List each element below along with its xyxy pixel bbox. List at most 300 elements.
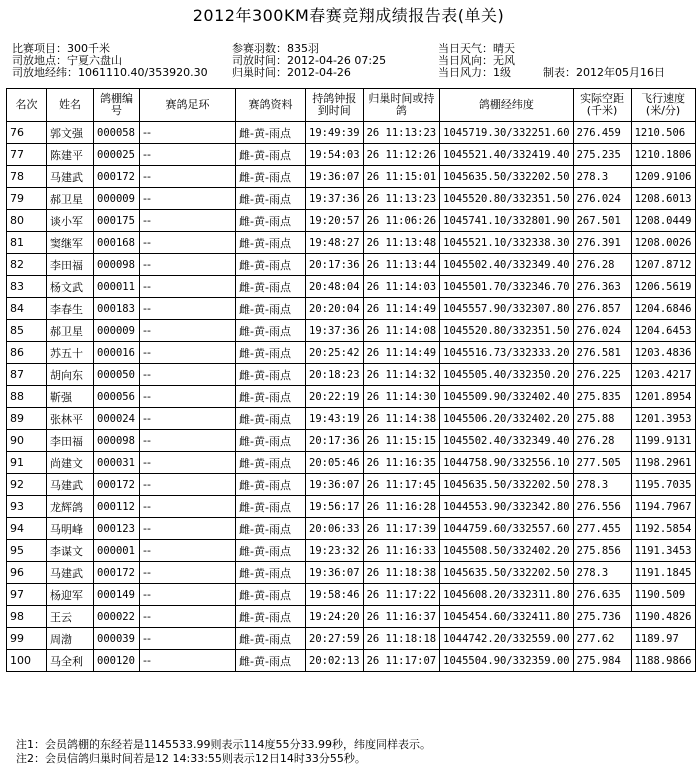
info-item: 当日风向：无风 [438, 54, 515, 67]
cell-name: 杨迎军 [47, 584, 94, 606]
cell-clock-time: 19:48:27 [306, 232, 364, 254]
cell-clock-time: 19:24:20 [306, 606, 364, 628]
cell-distance: 276.28 [573, 430, 631, 452]
cell-arrival: 26 11:14:38 [363, 408, 440, 430]
info-item: 司放地经纬：1061110.40/353920.30 [12, 66, 208, 79]
col-header-loft-no: 鸽棚编号 [94, 89, 140, 122]
cell-arrival: 26 11:15:01 [363, 166, 440, 188]
cell-coords: 1045635.50/332202.50 [440, 474, 573, 496]
cell-name: 窦继军 [47, 232, 94, 254]
cell-name: 李田福 [47, 254, 94, 276]
cell-ring: -- [140, 386, 236, 408]
cell-arrival: 26 11:14:49 [363, 342, 440, 364]
cell-distance: 278.3 [573, 166, 631, 188]
cell-loft-no: 000056 [94, 386, 140, 408]
col-header-bird-info: 赛鸽资料 [236, 89, 306, 122]
cell-arrival: 26 11:14:49 [363, 298, 440, 320]
table-row [7, 364, 696, 386]
cell-speed: 1199.9131 [631, 430, 695, 452]
cell-speed: 1203.4217 [631, 364, 695, 386]
cell-rank: 81 [7, 232, 47, 254]
table-row [7, 496, 696, 518]
info-item: 当日天气：晴天 [438, 42, 515, 55]
report-title: 2012年300KM春赛竞翔成绩报告表(单关) [192, 6, 505, 25]
cell-bird-info: 雌-黄-雨点 [236, 188, 306, 210]
cell-coords: 1044759.60/332557.60 [440, 518, 573, 540]
cell-bird-info: 雌-黄-雨点 [236, 232, 306, 254]
cell-loft-no: 000025 [94, 144, 140, 166]
cell-coords: 1045557.90/332307.80 [440, 298, 573, 320]
cell-arrival: 26 11:18:38 [363, 562, 440, 584]
cell-name: 龙辉鸽 [47, 496, 94, 518]
cell-rank: 78 [7, 166, 47, 188]
cell-ring: -- [140, 584, 236, 606]
cell-distance: 275.835 [573, 386, 631, 408]
cell-loft-no: 000058 [94, 122, 140, 144]
table-body [7, 122, 696, 672]
cell-speed: 1210.1806 [631, 144, 695, 166]
cell-ring: -- [140, 518, 236, 540]
cell-speed: 1190.509 [631, 584, 695, 606]
cell-clock-time: 20:17:36 [306, 254, 364, 276]
cell-arrival: 26 11:13:23 [363, 122, 440, 144]
cell-loft-no: 000098 [94, 430, 140, 452]
cell-rank: 98 [7, 606, 47, 628]
cell-speed: 1191.1845 [631, 562, 695, 584]
cell-coords: 1045521.40/332419.40 [440, 144, 573, 166]
cell-ring: -- [140, 628, 236, 650]
cell-name: 马建武 [47, 562, 94, 584]
cell-speed: 1208.0449 [631, 210, 695, 232]
cell-distance: 275.736 [573, 606, 631, 628]
cell-name: 杨文武 [47, 276, 94, 298]
cell-ring: -- [140, 606, 236, 628]
cell-clock-time: 19:36:07 [306, 474, 364, 496]
cell-loft-no: 000172 [94, 562, 140, 584]
cell-bird-info: 雌-黄-雨点 [236, 210, 306, 232]
cell-name: 胡向东 [47, 364, 94, 386]
cell-coords: 1045501.70/332346.70 [440, 276, 573, 298]
cell-loft-no: 000050 [94, 364, 140, 386]
cell-coords: 1045509.90/332402.40 [440, 386, 573, 408]
table-row [7, 650, 696, 672]
cell-clock-time: 20:02:13 [306, 650, 364, 672]
cell-clock-time: 20:17:36 [306, 430, 364, 452]
cell-arrival: 26 11:06:26 [363, 210, 440, 232]
cell-distance: 276.28 [573, 254, 631, 276]
cell-arrival: 26 11:16:37 [363, 606, 440, 628]
cell-coords: 1045635.50/332202.50 [440, 562, 573, 584]
cell-name: 尚建文 [47, 452, 94, 474]
cell-name: 李春生 [47, 298, 94, 320]
cell-rank: 85 [7, 320, 47, 342]
cell-distance: 276.459 [573, 122, 631, 144]
table-row [7, 254, 696, 276]
cell-rank: 89 [7, 408, 47, 430]
cell-coords: 1045505.40/332350.20 [440, 364, 573, 386]
cell-loft-no: 000016 [94, 342, 140, 364]
cell-rank: 97 [7, 584, 47, 606]
cell-ring: -- [140, 408, 236, 430]
table-row [7, 430, 696, 452]
cell-loft-no: 000168 [94, 232, 140, 254]
cell-coords: 1045608.20/332311.80 [440, 584, 573, 606]
col-header-ring: 赛鸽足环 [140, 89, 236, 122]
cell-coords: 1045520.80/332351.50 [440, 188, 573, 210]
cell-name: 谈小军 [47, 210, 94, 232]
cell-coords: 1044742.20/332559.00 [440, 628, 573, 650]
cell-speed: 1190.4826 [631, 606, 695, 628]
cell-coords: 1044758.90/332556.10 [440, 452, 573, 474]
cell-distance: 277.505 [573, 452, 631, 474]
cell-loft-no: 000039 [94, 628, 140, 650]
cell-clock-time: 19:36:07 [306, 562, 364, 584]
cell-bird-info: 雌-黄-雨点 [236, 650, 306, 672]
cell-rank: 80 [7, 210, 47, 232]
cell-bird-info: 雌-黄-雨点 [236, 364, 306, 386]
info-item: 比赛项目：300千米 [12, 42, 110, 55]
cell-coords: 1045521.10/332338.30 [440, 232, 573, 254]
cell-arrival: 26 11:14:30 [363, 386, 440, 408]
cell-name: 李田福 [47, 430, 94, 452]
col-header-clock-time: 持鸽钟报到时间 [306, 89, 364, 122]
cell-clock-time: 19:23:32 [306, 540, 364, 562]
info-item: 司放时间：2012-04-26 07:25 [232, 54, 387, 67]
cell-name: 马建武 [47, 166, 94, 188]
cell-arrival: 26 11:18:18 [363, 628, 440, 650]
cell-name: 马建武 [47, 474, 94, 496]
cell-bird-info: 雌-黄-雨点 [236, 408, 306, 430]
cell-bird-info: 雌-黄-雨点 [236, 496, 306, 518]
cell-distance: 275.856 [573, 540, 631, 562]
cell-distance: 276.556 [573, 496, 631, 518]
cell-distance: 276.391 [573, 232, 631, 254]
cell-name: 靳强 [47, 386, 94, 408]
table-header-row [7, 89, 696, 122]
cell-distance: 276.857 [573, 298, 631, 320]
cell-speed: 1207.8712 [631, 254, 695, 276]
cell-name: 周渤 [47, 628, 94, 650]
cell-name: 马明峰 [47, 518, 94, 540]
cell-distance: 276.635 [573, 584, 631, 606]
info-col-1 [12, 43, 208, 79]
cell-rank: 99 [7, 628, 47, 650]
table-row [7, 122, 696, 144]
cell-bird-info: 雌-黄-雨点 [236, 584, 306, 606]
cell-bird-info: 雌-黄-雨点 [236, 320, 306, 342]
cell-clock-time: 20:05:46 [306, 452, 364, 474]
cell-name: 郭文强 [47, 122, 94, 144]
info-item: 归巢时间：2012-04-26 [232, 66, 351, 79]
footnote-2: 注2：会员信鸽归巢时间若是12 14:33:55则表示12日14时33分55秒。 [16, 752, 366, 765]
cell-coords: 1045635.50/332202.50 [440, 166, 573, 188]
cell-arrival: 26 11:12:26 [363, 144, 440, 166]
cell-rank: 91 [7, 452, 47, 474]
cell-speed: 1201.8954 [631, 386, 695, 408]
cell-loft-no: 000183 [94, 298, 140, 320]
results-table [6, 88, 696, 672]
cell-ring: -- [140, 562, 236, 584]
cell-rank: 88 [7, 386, 47, 408]
cell-loft-no: 000001 [94, 540, 140, 562]
cell-clock-time: 19:37:36 [306, 188, 364, 210]
cell-bird-info: 雌-黄-雨点 [236, 452, 306, 474]
cell-speed: 1204.6846 [631, 298, 695, 320]
cell-coords: 1045502.40/332349.40 [440, 254, 573, 276]
cell-ring: -- [140, 452, 236, 474]
cell-speed: 1204.6453 [631, 320, 695, 342]
cell-distance: 277.62 [573, 628, 631, 650]
cell-distance: 276.225 [573, 364, 631, 386]
col-header-arrival: 归巢时间或持鸽 [363, 89, 440, 122]
cell-speed: 1198.2961 [631, 452, 695, 474]
cell-coords: 1045454.60/332411.80 [440, 606, 573, 628]
cell-coords: 1045502.40/332349.40 [440, 430, 573, 452]
cell-coords: 1045741.10/332801.90 [440, 210, 573, 232]
cell-arrival: 26 11:16:35 [363, 452, 440, 474]
cell-ring: -- [140, 364, 236, 386]
cell-ring: -- [140, 232, 236, 254]
cell-bird-info: 雌-黄-雨点 [236, 430, 306, 452]
cell-loft-no: 000031 [94, 452, 140, 474]
cell-rank: 95 [7, 540, 47, 562]
cell-clock-time: 20:20:04 [306, 298, 364, 320]
cell-rank: 77 [7, 144, 47, 166]
cell-loft-no: 000123 [94, 518, 140, 540]
cell-clock-time: 19:36:07 [306, 166, 364, 188]
cell-arrival: 26 11:16:33 [363, 540, 440, 562]
cell-speed: 1188.9866 [631, 650, 695, 672]
cell-loft-no: 000098 [94, 254, 140, 276]
cell-bird-info: 雌-黄-雨点 [236, 518, 306, 540]
table-row [7, 628, 696, 650]
table-row [7, 452, 696, 474]
cell-clock-time: 19:37:36 [306, 320, 364, 342]
cell-ring: -- [140, 540, 236, 562]
cell-clock-time: 19:56:17 [306, 496, 364, 518]
footnotes [16, 738, 431, 766]
cell-ring: -- [140, 474, 236, 496]
footnote-1: 注1：会员鸽棚的东经若是1145533.99则表示114度55分33.99秒，纬度同样表示。 [16, 738, 431, 751]
cell-loft-no: 000024 [94, 408, 140, 430]
cell-bird-info: 雌-黄-雨点 [236, 298, 306, 320]
cell-coords: 1045719.30/332251.60 [440, 122, 573, 144]
table-row [7, 562, 696, 584]
cell-distance: 276.024 [573, 320, 631, 342]
cell-clock-time: 20:22:19 [306, 386, 364, 408]
cell-rank: 86 [7, 342, 47, 364]
cell-speed: 1203.4836 [631, 342, 695, 364]
cell-loft-no: 000009 [94, 320, 140, 342]
table-row [7, 518, 696, 540]
cell-bird-info: 雌-黄-雨点 [236, 166, 306, 188]
table-row [7, 342, 696, 364]
cell-name: 李谋文 [47, 540, 94, 562]
cell-distance: 278.3 [573, 562, 631, 584]
cell-arrival: 26 11:15:15 [363, 430, 440, 452]
cell-name: 张林平 [47, 408, 94, 430]
cell-speed: 1208.6013 [631, 188, 695, 210]
table-row [7, 540, 696, 562]
cell-arrival: 26 11:13:48 [363, 232, 440, 254]
cell-rank: 94 [7, 518, 47, 540]
cell-distance: 276.024 [573, 188, 631, 210]
cell-loft-no: 000022 [94, 606, 140, 628]
table-row [7, 166, 696, 188]
table-row [7, 320, 696, 342]
info-item: 司放地点：宁夏六盘山 [12, 54, 122, 67]
cell-arrival: 26 11:17:45 [363, 474, 440, 496]
cell-speed: 1189.97 [631, 628, 695, 650]
cell-coords: 1044553.90/332342.80 [440, 496, 573, 518]
col-header-distance: 实际空距(千米) [573, 89, 631, 122]
cell-arrival: 26 11:13:44 [363, 254, 440, 276]
cell-loft-no: 000172 [94, 474, 140, 496]
cell-clock-time: 19:43:19 [306, 408, 364, 430]
cell-distance: 275.88 [573, 408, 631, 430]
cell-rank: 87 [7, 364, 47, 386]
cell-ring: -- [140, 320, 236, 342]
col-header-coords: 鸽棚经纬度 [440, 89, 573, 122]
cell-bird-info: 雌-黄-雨点 [236, 540, 306, 562]
col-header-name: 姓名 [47, 89, 94, 122]
col-header-rank: 名次 [7, 89, 47, 122]
cell-ring: -- [140, 210, 236, 232]
cell-bird-info: 雌-黄-雨点 [236, 276, 306, 298]
cell-rank: 93 [7, 496, 47, 518]
cell-coords: 1045506.20/332402.20 [440, 408, 573, 430]
cell-name: 陈建平 [47, 144, 94, 166]
cell-clock-time: 20:25:42 [306, 342, 364, 364]
cell-speed: 1208.0026 [631, 232, 695, 254]
table-row [7, 210, 696, 232]
info-item: 当日风力：1级 [438, 66, 511, 79]
cell-bird-info: 雌-黄-雨点 [236, 122, 306, 144]
cell-rank: 90 [7, 430, 47, 452]
cell-arrival: 26 11:14:03 [363, 276, 440, 298]
cell-arrival: 26 11:17:07 [363, 650, 440, 672]
info-item: 参赛羽数：835羽 [232, 42, 319, 55]
cell-speed: 1195.7035 [631, 474, 695, 496]
cell-ring: -- [140, 188, 236, 210]
table-row [7, 606, 696, 628]
cell-coords: 1045516.73/332333.20 [440, 342, 573, 364]
table-row [7, 298, 696, 320]
cell-bird-info: 雌-黄-雨点 [236, 144, 306, 166]
cell-clock-time: 20:27:59 [306, 628, 364, 650]
cell-distance: 275.235 [573, 144, 631, 166]
cell-ring: -- [140, 144, 236, 166]
cell-coords: 1045504.90/332359.00 [440, 650, 573, 672]
cell-clock-time: 20:06:33 [306, 518, 364, 540]
table-row [7, 408, 696, 430]
cell-bird-info: 雌-黄-雨点 [236, 628, 306, 650]
cell-loft-no: 000149 [94, 584, 140, 606]
cell-bird-info: 雌-黄-雨点 [236, 606, 306, 628]
cell-rank: 83 [7, 276, 47, 298]
cell-clock-time: 19:49:39 [306, 122, 364, 144]
table-row [7, 276, 696, 298]
cell-arrival: 26 11:14:08 [363, 320, 440, 342]
table-row [7, 386, 696, 408]
cell-rank: 92 [7, 474, 47, 496]
cell-ring: -- [140, 122, 236, 144]
cell-distance: 277.455 [573, 518, 631, 540]
col-header-speed: 飞行速度(米/分) [631, 89, 695, 122]
cell-name: 马全利 [47, 650, 94, 672]
cell-name: 郝卫星 [47, 320, 94, 342]
cell-arrival: 26 11:13:23 [363, 188, 440, 210]
cell-bird-info: 雌-黄-雨点 [236, 386, 306, 408]
cell-arrival: 26 11:17:39 [363, 518, 440, 540]
cell-speed: 1194.7967 [631, 496, 695, 518]
cell-coords: 1045520.80/332351.50 [440, 320, 573, 342]
cell-speed: 1191.3453 [631, 540, 695, 562]
cell-bird-info: 雌-黄-雨点 [236, 474, 306, 496]
cell-arrival: 26 11:14:32 [363, 364, 440, 386]
cell-rank: 76 [7, 122, 47, 144]
cell-loft-no: 000112 [94, 496, 140, 518]
cell-ring: -- [140, 650, 236, 672]
cell-loft-no: 000172 [94, 166, 140, 188]
cell-loft-no: 000175 [94, 210, 140, 232]
cell-loft-no: 000009 [94, 188, 140, 210]
cell-rank: 79 [7, 188, 47, 210]
made-date: 制表：2012年05月16日 [543, 66, 665, 79]
cell-ring: -- [140, 298, 236, 320]
cell-rank: 84 [7, 298, 47, 320]
cell-arrival: 26 11:17:22 [363, 584, 440, 606]
table-row [7, 474, 696, 496]
table-row [7, 232, 696, 254]
table-row [7, 584, 696, 606]
info-col-2 [232, 43, 386, 79]
cell-rank: 82 [7, 254, 47, 276]
cell-ring: -- [140, 342, 236, 364]
cell-ring: -- [140, 276, 236, 298]
cell-coords: 1045508.50/332402.20 [440, 540, 573, 562]
cell-loft-no: 000011 [94, 276, 140, 298]
cell-speed: 1209.9106 [631, 166, 695, 188]
cell-name: 王云 [47, 606, 94, 628]
cell-clock-time: 19:54:03 [306, 144, 364, 166]
cell-bird-info: 雌-黄-雨点 [236, 342, 306, 364]
cell-distance: 267.501 [573, 210, 631, 232]
cell-name: 苏五十 [47, 342, 94, 364]
cell-rank: 96 [7, 562, 47, 584]
cell-ring: -- [140, 430, 236, 452]
cell-ring: -- [140, 166, 236, 188]
cell-speed: 1201.3953 [631, 408, 695, 430]
cell-distance: 275.984 [573, 650, 631, 672]
cell-ring: -- [140, 496, 236, 518]
cell-distance: 276.363 [573, 276, 631, 298]
cell-ring: -- [140, 254, 236, 276]
cell-clock-time: 19:20:57 [306, 210, 364, 232]
cell-clock-time: 20:48:04 [306, 276, 364, 298]
cell-arrival: 26 11:16:28 [363, 496, 440, 518]
cell-bird-info: 雌-黄-雨点 [236, 562, 306, 584]
cell-name: 郝卫星 [47, 188, 94, 210]
cell-distance: 278.3 [573, 474, 631, 496]
cell-clock-time: 20:18:23 [306, 364, 364, 386]
cell-distance: 276.581 [573, 342, 631, 364]
cell-loft-no: 000120 [94, 650, 140, 672]
info-col-3 [438, 43, 515, 79]
cell-clock-time: 19:58:46 [306, 584, 364, 606]
cell-speed: 1206.5619 [631, 276, 695, 298]
cell-speed: 1210.506 [631, 122, 695, 144]
